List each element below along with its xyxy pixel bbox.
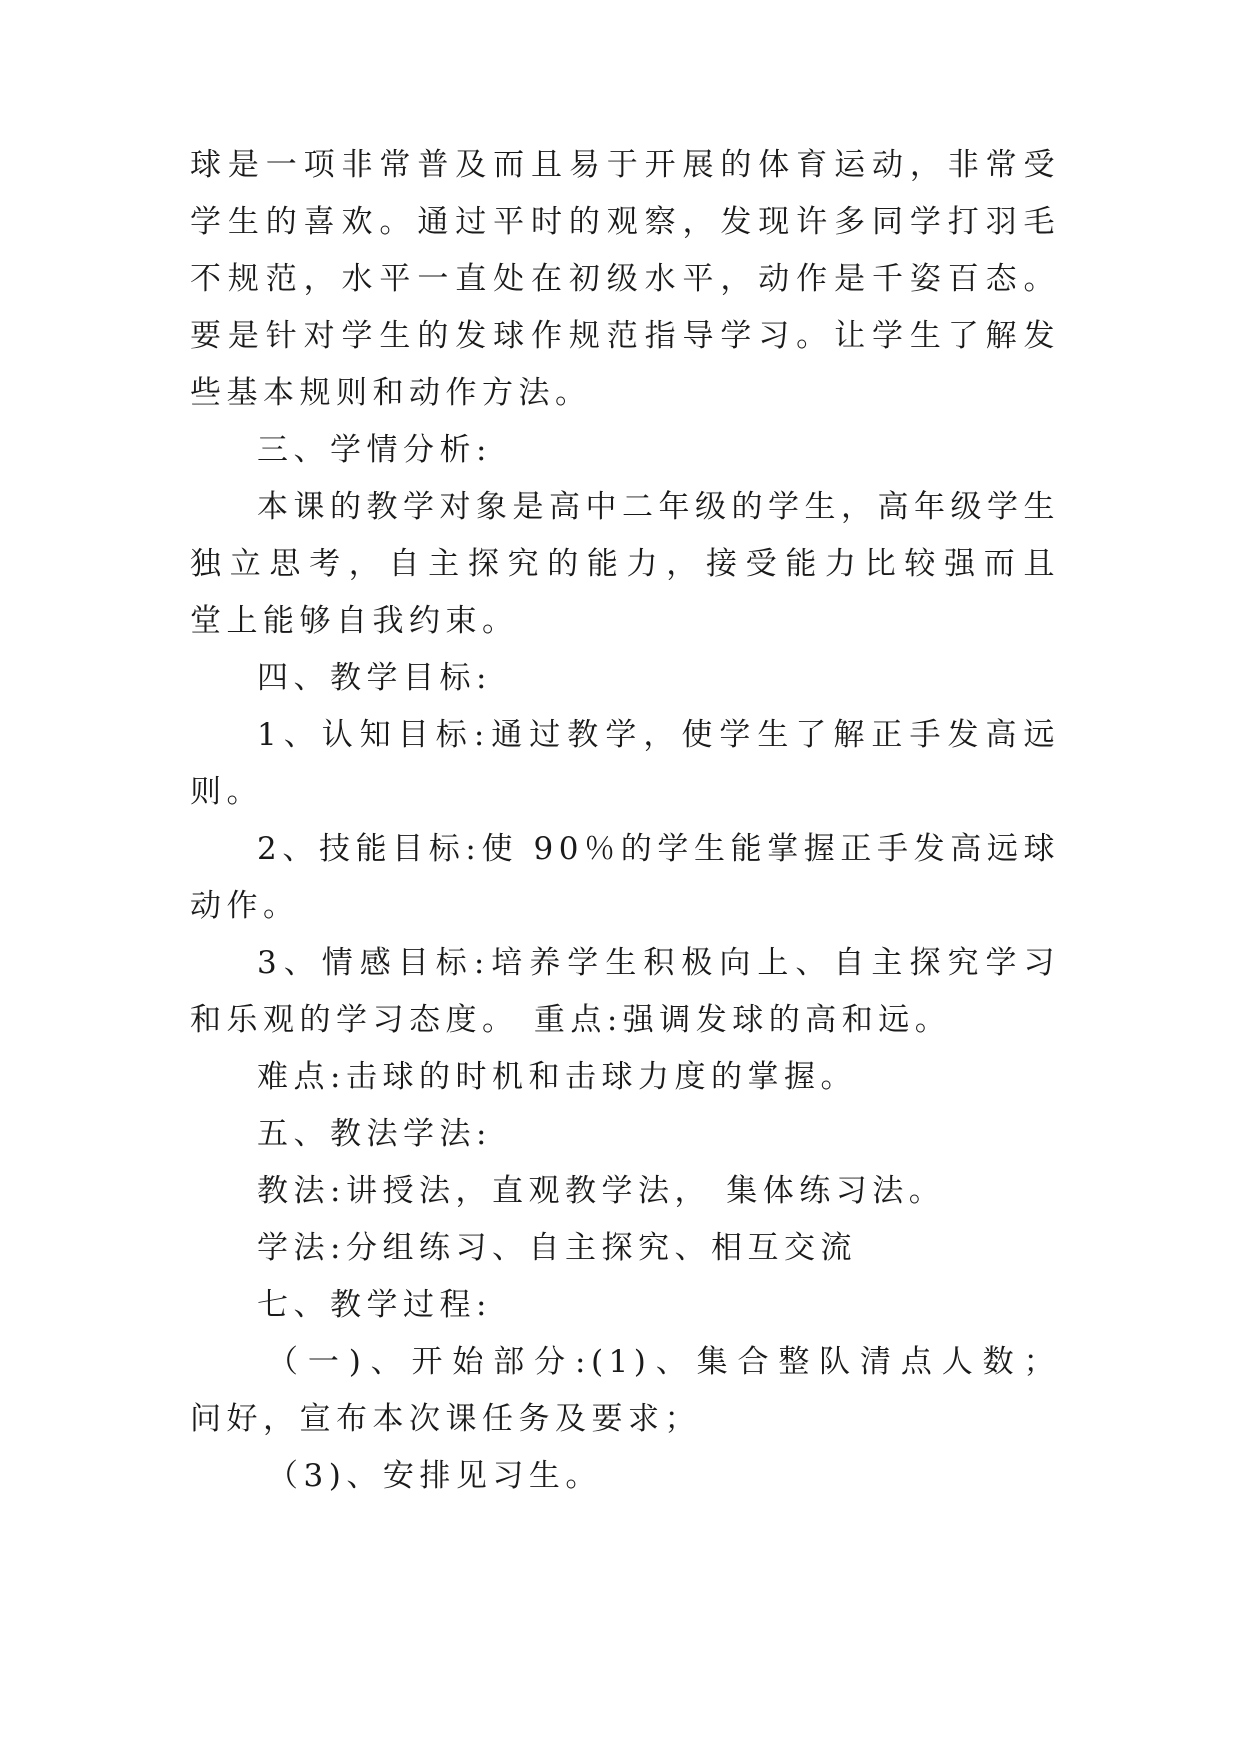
paragraph-line: 学法:分组练习、自主探究、相互交流 bbox=[257, 1230, 857, 1266]
paragraph-line: 问好，宣布本次课任务及要求； bbox=[190, 1401, 701, 1437]
paragraph-line: 则。 bbox=[190, 774, 263, 810]
list-item: 3、情感目标:培养学生积极向上、自主探究学习 bbox=[257, 945, 1060, 981]
list-item: （一)、开始部分:(1)、集合整队清点人数； bbox=[267, 1344, 1060, 1380]
paragraph-line: 要是针对学生的发球作规范指导学习。让学生了解发 bbox=[190, 318, 1060, 354]
paragraph-line: 难点:击球的时机和击球力度的掌握。 bbox=[257, 1059, 857, 1095]
section-heading: 五、教法学法: bbox=[257, 1116, 492, 1152]
list-item: （3)、安排见习生。 bbox=[267, 1458, 602, 1494]
paragraph-line: 本课的教学对象是高中二年级的学生，高年级学生 bbox=[257, 489, 1060, 525]
section-heading: 七、教学过程: bbox=[257, 1287, 492, 1323]
paragraph-line: 和乐观的学习态度。 重点:强调发球的高和远。 bbox=[190, 1002, 952, 1038]
list-item: 1、认知目标:通过教学，使学生了解正手发高远 bbox=[257, 717, 1060, 753]
paragraph-line: 独立思考，自主探究的能力，接受能力比较强而且 bbox=[190, 546, 1060, 582]
list-item: 2、技能目标:使 90％的学生能掌握正手发高远球 bbox=[257, 831, 1060, 867]
paragraph-line: 动作。 bbox=[190, 888, 300, 924]
paragraph-line: 不规范，水平一直处在初级水平，动作是千姿百态。 bbox=[190, 261, 1060, 297]
paragraph-line: 学生的喜欢。通过平时的观察，发现许多同学打羽毛 bbox=[190, 204, 1060, 240]
paragraph-line: 球是一项非常普及而且易于开展的体育运动，非常受 bbox=[190, 147, 1060, 183]
paragraph-line: 些基本规则和动作方法。 bbox=[190, 375, 592, 411]
paragraph-line: 堂上能够自我约束。 bbox=[190, 603, 519, 639]
section-heading: 四、教学目标: bbox=[257, 660, 492, 696]
paragraph-line: 教法:讲授法，直观教学法， 集体练习法。 bbox=[257, 1173, 946, 1209]
section-heading: 三、学情分析: bbox=[257, 432, 492, 468]
